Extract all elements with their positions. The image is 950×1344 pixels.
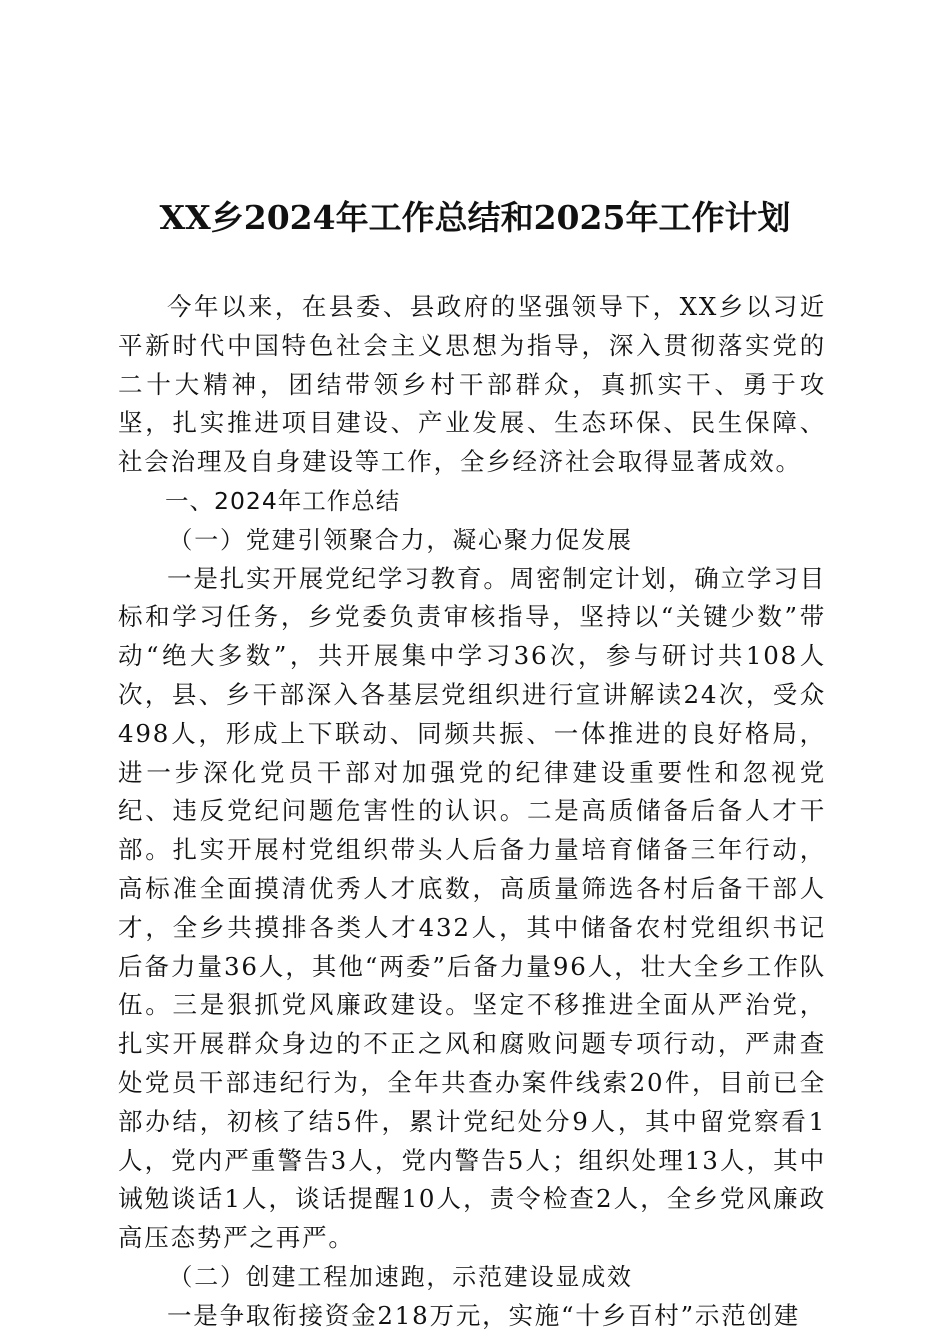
- document-title: XX乡2024年工作总结和2025年工作计划: [159, 198, 791, 237]
- demonstration-project-paragraph: 一是争取衔接资金218万元，实施“十乡百村”示范创建: [167, 1300, 801, 1330]
- subsection-heading-demonstration-project: （二）创建工程加速跑，示范建设显成效: [168, 1262, 633, 1291]
- document-body: [118, 288, 826, 1336]
- section-heading-work-summary: 一、2024年工作总结: [165, 486, 401, 515]
- intro-paragraph: 今年以来，在县委、县政府的坚强领导下，XX乡以习近平新时代中国特色社会主义思想为指导，深入贯彻落实党的二十大精神，团结带领乡村干部群众，真抓实干、勇于攻坚，扎实推进项目建设、产业发展、生态环保、民生保障、社会治理及自身建设等工作，全乡经济社会取得显著成效。: [118, 292, 826, 477]
- subsection-heading-party-building: （一）党建引领聚合力，凝心聚力促发展: [168, 525, 633, 554]
- party-building-paragraph: 一是扎实开展党纪学习教育。周密制定计划，确立学习目标和学习任务，乡党委负责审核指导，坚持以“关键少数”带动“绝大多数”，共开展集中学习36次，参与研讨共108人次，县、乡干部深入各基层党组织进行宣讲解读24次，受众498人，形成上下联动、同频共振、一体推进的良好格局，进一步深化党员干部对加强党的纪律建设重要性和忽视党纪、违反党纪问题危害性的认识。二是高质储备后备人才干部。扎实开展村党组织带头人后备力量培育储备三年行动，高标准全面摸清优秀人才底数，高质量筛选各村后备干部人才，全乡共摸排各类人才432人，其中储备农村党组织书记后备力量36人，其他“两委”后备力量96人，壮大全乡工作队伍。三是狠抓党风廉政建设。坚定不移推进全面从严治党，扎实开展群众身边的不正之风和腐败问题专项行动，严肃查处党员干部违纪行为，全年共查办案件线索20件，目前已全部办结，初核了结5件，累计党纪处分9人，其中留党察看1人，党内严重警告3人，党内警告5人；组织处理13人，其中诫勉谈话1人，谈话提醒10人，责令检查2人，全乡党风廉政高压态势严之再严。: [118, 563, 826, 1253]
